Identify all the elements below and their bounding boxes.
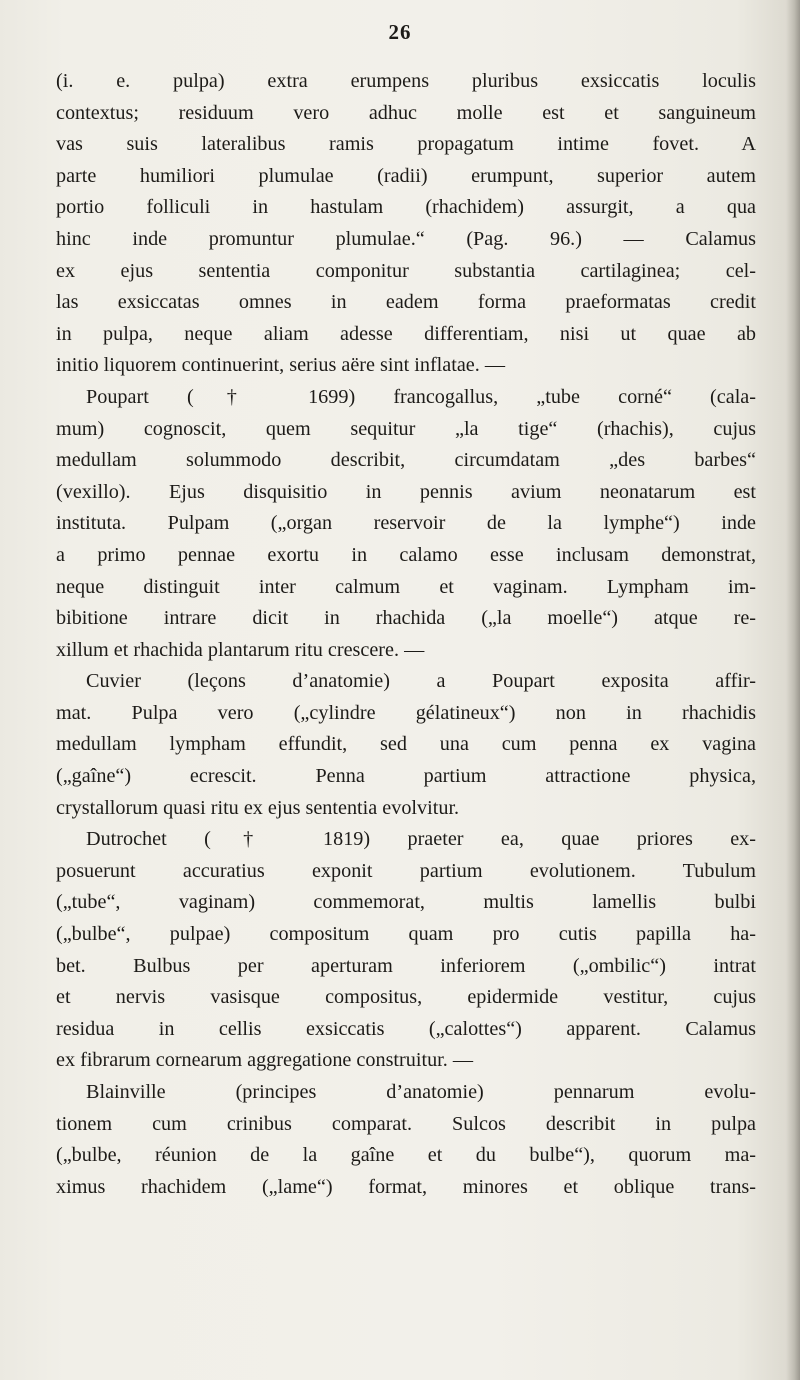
text-line: vas suis lateralibus ramis propagatum intime fovet. A: [56, 133, 756, 156]
text-line: las exsiccatas omnes in eadem forma praeformatas credit: [56, 291, 756, 314]
text-line: hinc inde promuntur plumulae.“ (Pag. 96.) — Calamus: [56, 227, 756, 250]
text-line: (i. e. pulpa) extra erumpens pluribus exsiccatis loculis: [56, 70, 756, 92]
text-line: medullam solummodo describit, circumdatam „des barbes“: [56, 449, 756, 472]
text-line: neque distinguit inter calmum et vaginam. Lympham im-: [56, 575, 756, 598]
body-text: [56, 66, 756, 1203]
text-line: („bulbe“, pulpae) compositum quam pro cutis papilla ha-: [56, 923, 756, 946]
text-line: residua in cellis exsiccatis („calottes“) apparent. Calamus: [56, 1017, 756, 1040]
text-line: et nervis vasisque compositus, epidermide vestitur, cujus: [56, 986, 756, 1009]
text-line: Cuvier (leçons d’anatomie) a Poupart exposita affir-: [86, 670, 756, 693]
text-line: Poupart († 1699) francogallus, „tube corné“ (cala-: [86, 385, 756, 408]
text-line: a primo pennae exortu in calamo esse inclusam demonstrat,: [56, 543, 756, 566]
text-line: crystallorum quasi ritu ex ejus sententia evolvitur.: [56, 796, 460, 819]
text-line: parte humiliori plumulae (radii) erumpunt, superior autem: [56, 164, 756, 187]
text-line: Blainville (principes d’anatomie) pennarum evolu-: [86, 1081, 756, 1103]
text-line: („bulbe, réunion de la gaîne et du bulbe“), quorum ma-: [56, 1144, 756, 1167]
text-line: initio liquorem continuerint, serius aëre sint inflatae. —: [56, 354, 506, 377]
text-line: mum) cognoscit, quem sequitur „la tige“ (rhachis), cujus: [56, 417, 756, 440]
text-line: medullam lympham effundit, sed una cum penna ex vagina: [56, 733, 756, 756]
text-line: posuerunt accuratius exponit partium evolutionem. Tubulum: [56, 859, 756, 882]
text-line: ex ejus sententia componitur substantia cartilaginea; cel-: [56, 259, 756, 282]
text-line: xillum et rhachida plantarum ritu crescere. —: [56, 638, 425, 661]
text-line: instituta. Pulpam („organ reservoir de la lymphe“) inde: [56, 512, 756, 535]
text-line: bet. Bulbus per aperturam inferiorem („ombilic“) intrat: [56, 954, 756, 977]
text-line: ximus rhachidem („lame“) format, minores et oblique trans-: [56, 1175, 756, 1198]
text-line: in pulpa, neque aliam adesse differentiam, nisi ut quae ab: [56, 322, 756, 345]
text-line: ex fibrarum cornearum aggregatione construitur. —: [56, 1049, 474, 1072]
page-edge-shadow: [786, 0, 800, 1380]
text-line: tionem cum crinibus comparat. Sulcos describit in pulpa: [56, 1112, 756, 1135]
text-line: (vexillo). Ejus disquisitio in pennis avium neonatarum est: [56, 480, 756, 503]
text-line: portio folliculi in hastulam (rhachidem) assurgit, a qua: [56, 196, 756, 219]
text-line: („tube“, vaginam) commemorat, multis lamellis bulbi: [56, 891, 756, 914]
text-line: mat. Pulpa vero („cylindre gélatineux“) non in rhachidis: [56, 701, 756, 724]
text-line: Dutrochet († 1819) praeter ea, quae priores ex-: [86, 828, 756, 851]
text-line: („gaîne“) ecrescit. Penna partium attractione physica,: [56, 765, 756, 788]
text-line: bibitione intrare dicit in rhachida („la moelle“) atque re-: [56, 607, 756, 630]
page-number: 26: [388, 20, 412, 44]
text-line: contextus; residuum vero adhuc molle est et sanguineum: [56, 101, 756, 124]
